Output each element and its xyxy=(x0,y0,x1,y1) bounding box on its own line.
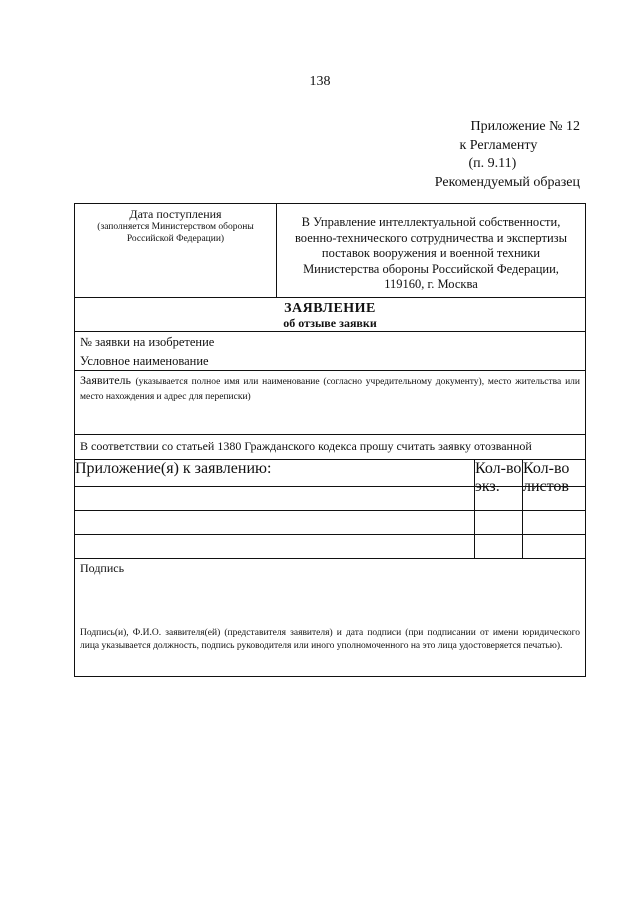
attachment-sheets-cell[interactable] xyxy=(523,511,585,534)
form-subtitle: об отзыве заявки xyxy=(283,316,377,330)
withdrawal-statement: В соответствии со статьей 1380 Гражданского кодекса прошу считать заявку отозванной xyxy=(75,435,585,460)
signature-label: Подпись xyxy=(80,561,125,575)
application-number-row[interactable] xyxy=(75,332,585,371)
attachment-name-cell[interactable] xyxy=(75,535,475,558)
addressee-block xyxy=(277,204,585,297)
attachment-copies-cell[interactable] xyxy=(475,487,523,510)
addressee-line: военно-технического сотрудничества и экспертизы xyxy=(294,230,567,245)
attachments-table xyxy=(75,460,585,495)
addressee-line: 119160, г. Москва xyxy=(384,277,478,291)
form-header-row xyxy=(75,204,585,298)
receipt-date-cell[interactable] xyxy=(75,204,277,297)
form-title-row xyxy=(75,298,585,332)
attachment-row[interactable] xyxy=(75,511,585,535)
attachment-sheets-cell[interactable] xyxy=(523,535,585,558)
addressee-line: поставок вооружения и военной техники xyxy=(321,246,541,260)
attachment-name-cell[interactable] xyxy=(75,511,475,534)
receipt-date-note: Российской Федерации) xyxy=(126,234,225,244)
conventional-name-label: Условное наименование xyxy=(80,354,209,368)
page-number: 138 xyxy=(309,74,331,89)
appendix-number: Приложение № 12 xyxy=(470,119,580,134)
signature-field[interactable] xyxy=(75,559,585,676)
addressee-line: В Управление интеллектуальной собственности, xyxy=(301,215,561,229)
recommended-sample-label: Рекомендуемый образец xyxy=(434,174,580,190)
attachment-row[interactable] xyxy=(75,535,585,559)
sheets-column-header: Кол-во листов xyxy=(523,460,570,495)
attachment-sheets-cell[interactable] xyxy=(523,487,585,510)
attachment-row[interactable] xyxy=(75,487,585,511)
receipt-date-label: Дата поступления xyxy=(129,207,222,221)
attachment-copies-cell[interactable] xyxy=(475,535,523,558)
regulation-reference: к Регламенту xyxy=(459,137,538,153)
addressee-line: Министерства обороны Российской Федерации, xyxy=(303,261,559,276)
applicant-field[interactable] xyxy=(75,371,585,435)
signature-note: Подпись(и), Ф.И.О. заявителя(ей) (представителя заявителя) и дата подписи (при подписании от имени юридического лица указывается должность, подпись руководителя или иного уполномоченного на это лица удостоверяется печатью). xyxy=(80,628,580,651)
applicant-label: Заявитель xyxy=(80,373,131,387)
receipt-date-note: (заполняется Министерством обороны xyxy=(97,222,254,232)
application-form xyxy=(74,203,586,677)
attachments-header: Приложение(я) к заявлению: xyxy=(75,460,475,486)
application-number-label: № заявки на изобретение xyxy=(80,335,215,349)
attachment-name-cell[interactable] xyxy=(75,487,475,510)
clause-reference: (п. 9.11) xyxy=(468,156,517,171)
form-title: ЗАЯВЛЕНИЕ xyxy=(284,301,376,316)
applicant-note: (указывается полное имя или наименование (согласно учредительному документу), место жительства или место нахождения и адрес для переписки) xyxy=(80,377,580,402)
appendix-header xyxy=(435,118,580,192)
attachment-copies-cell[interactable] xyxy=(475,511,523,534)
copies-column-header: Кол-во экз. xyxy=(475,460,522,495)
